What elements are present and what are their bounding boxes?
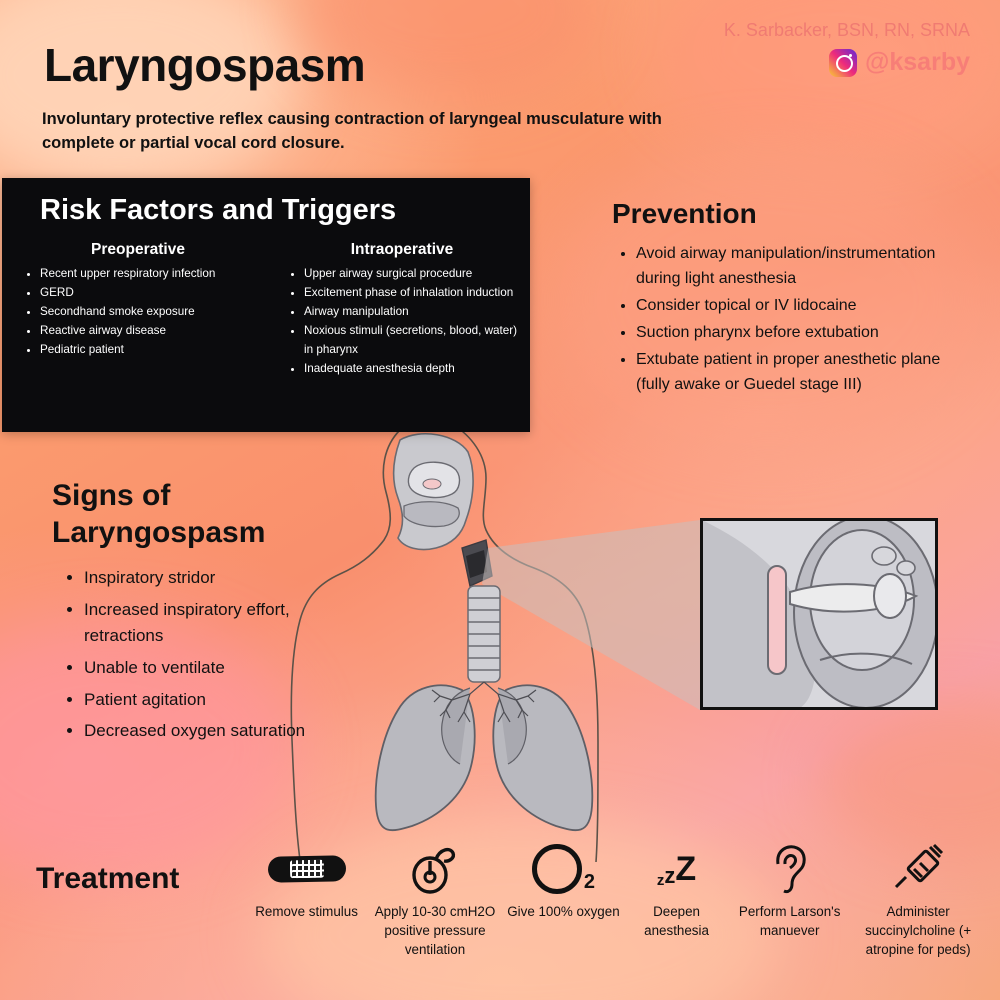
list-item: • Decreased oxygen saturation bbox=[84, 718, 372, 744]
treatment-caption: Administer succinylcholine (+ atropine for peds) bbox=[865, 904, 972, 958]
list-item: • Airway manipulation bbox=[304, 303, 520, 322]
treatment-item-oxygen bbox=[507, 840, 620, 921]
background-blob bbox=[820, 700, 1000, 860]
ambu-bag-icon bbox=[406, 840, 464, 898]
list-item: • GERD bbox=[40, 284, 256, 303]
treatment-item-larsons-manuever bbox=[733, 840, 846, 940]
list-item: • Upper airway surgical procedure bbox=[304, 265, 520, 284]
list-item: • Avoid airway manipulation/instrumentation during light anesthesia bbox=[636, 242, 942, 292]
list-item: • Patient agitation bbox=[84, 687, 372, 713]
list-item: • Recent upper respiratory infection bbox=[40, 265, 256, 284]
treatment-item-succinylcholine bbox=[846, 840, 990, 959]
prevention-section bbox=[612, 198, 942, 400]
oxygen-icon: 2 bbox=[532, 840, 595, 898]
page-title: Laryngospasm bbox=[44, 39, 366, 91]
treatment-caption: Perform Larson's manuever bbox=[738, 904, 841, 939]
treatment-label: Treatment bbox=[36, 862, 180, 895]
signs-list bbox=[52, 565, 372, 744]
list-item: • Reactive airway disease bbox=[40, 322, 256, 341]
list-item: • Secondhand smoke exposure bbox=[40, 303, 256, 322]
background-blob bbox=[0, 0, 300, 190]
treatment-item-positive-pressure bbox=[363, 840, 507, 959]
treatment-row bbox=[250, 840, 990, 959]
instagram-handle[interactable]: @ksarby bbox=[865, 48, 970, 76]
risk-preoperative-list bbox=[20, 265, 256, 360]
list-item: • Pediatric patient bbox=[40, 341, 256, 360]
treatment-caption: Give 100% oxygen bbox=[507, 904, 620, 919]
prevention-title: Prevention bbox=[612, 198, 757, 229]
list-item: • Consider topical or IV lidocaine bbox=[636, 294, 942, 319]
treatment-caption: Remove stimulus bbox=[255, 904, 358, 919]
list-item: • Extubate patient in proper anesthetic plane (fully awake or Guedel stage III) bbox=[636, 348, 942, 398]
treatment-item-remove-stimulus bbox=[250, 840, 363, 921]
treatment-item-deepen-anesthesia bbox=[620, 840, 733, 940]
list-item: • Increased inspiratory effort, retractions bbox=[84, 597, 372, 649]
syringe-icon bbox=[890, 840, 946, 898]
vocal-cord-closeup-inset bbox=[700, 518, 938, 710]
list-item: • Unable to ventilate bbox=[84, 655, 372, 681]
risk-factors-title: Risk Factors and Triggers bbox=[40, 194, 397, 226]
signs-title: Signs of Laryngospasm bbox=[52, 479, 266, 549]
risk-intraoperative-list bbox=[284, 265, 520, 379]
signs-section bbox=[52, 478, 372, 750]
risk-factors-card bbox=[2, 178, 530, 432]
risk-column-heading: Preoperative bbox=[91, 241, 185, 258]
social-handle-row[interactable] bbox=[829, 48, 970, 77]
prevention-list bbox=[612, 242, 942, 398]
sleep-zzz-icon: z z Z bbox=[656, 849, 697, 889]
risk-column-heading: Intraoperative bbox=[350, 241, 454, 258]
author-credit: K. Sarbacker, BSN, RN, SRNA bbox=[723, 20, 970, 40]
list-item: • Suction pharynx before extubation bbox=[636, 321, 942, 346]
list-item: • Inspiratory stridor bbox=[84, 565, 372, 591]
treatment-caption: Deepen anesthesia bbox=[644, 904, 709, 939]
risk-column-preoperative bbox=[2, 241, 266, 379]
list-item: • Excitement phase of inhalation induction bbox=[304, 284, 520, 303]
treatment-caption: Apply 10-30 cmH2O positive pressure ventilation bbox=[374, 904, 496, 958]
ear-icon bbox=[768, 840, 812, 898]
list-item: • Noxious stimuli (secretions, blood, water) in pharynx bbox=[304, 322, 520, 360]
instagram-icon[interactable] bbox=[829, 49, 857, 77]
risk-column-intraoperative bbox=[266, 241, 530, 379]
list-item: • Inadequate anesthesia depth bbox=[304, 360, 520, 379]
bandaid-icon bbox=[268, 840, 346, 898]
page-subtitle: Involuntary protective reflex causing contraction of laryngeal musculature with complete or partial vocal cord closure. bbox=[42, 110, 662, 152]
